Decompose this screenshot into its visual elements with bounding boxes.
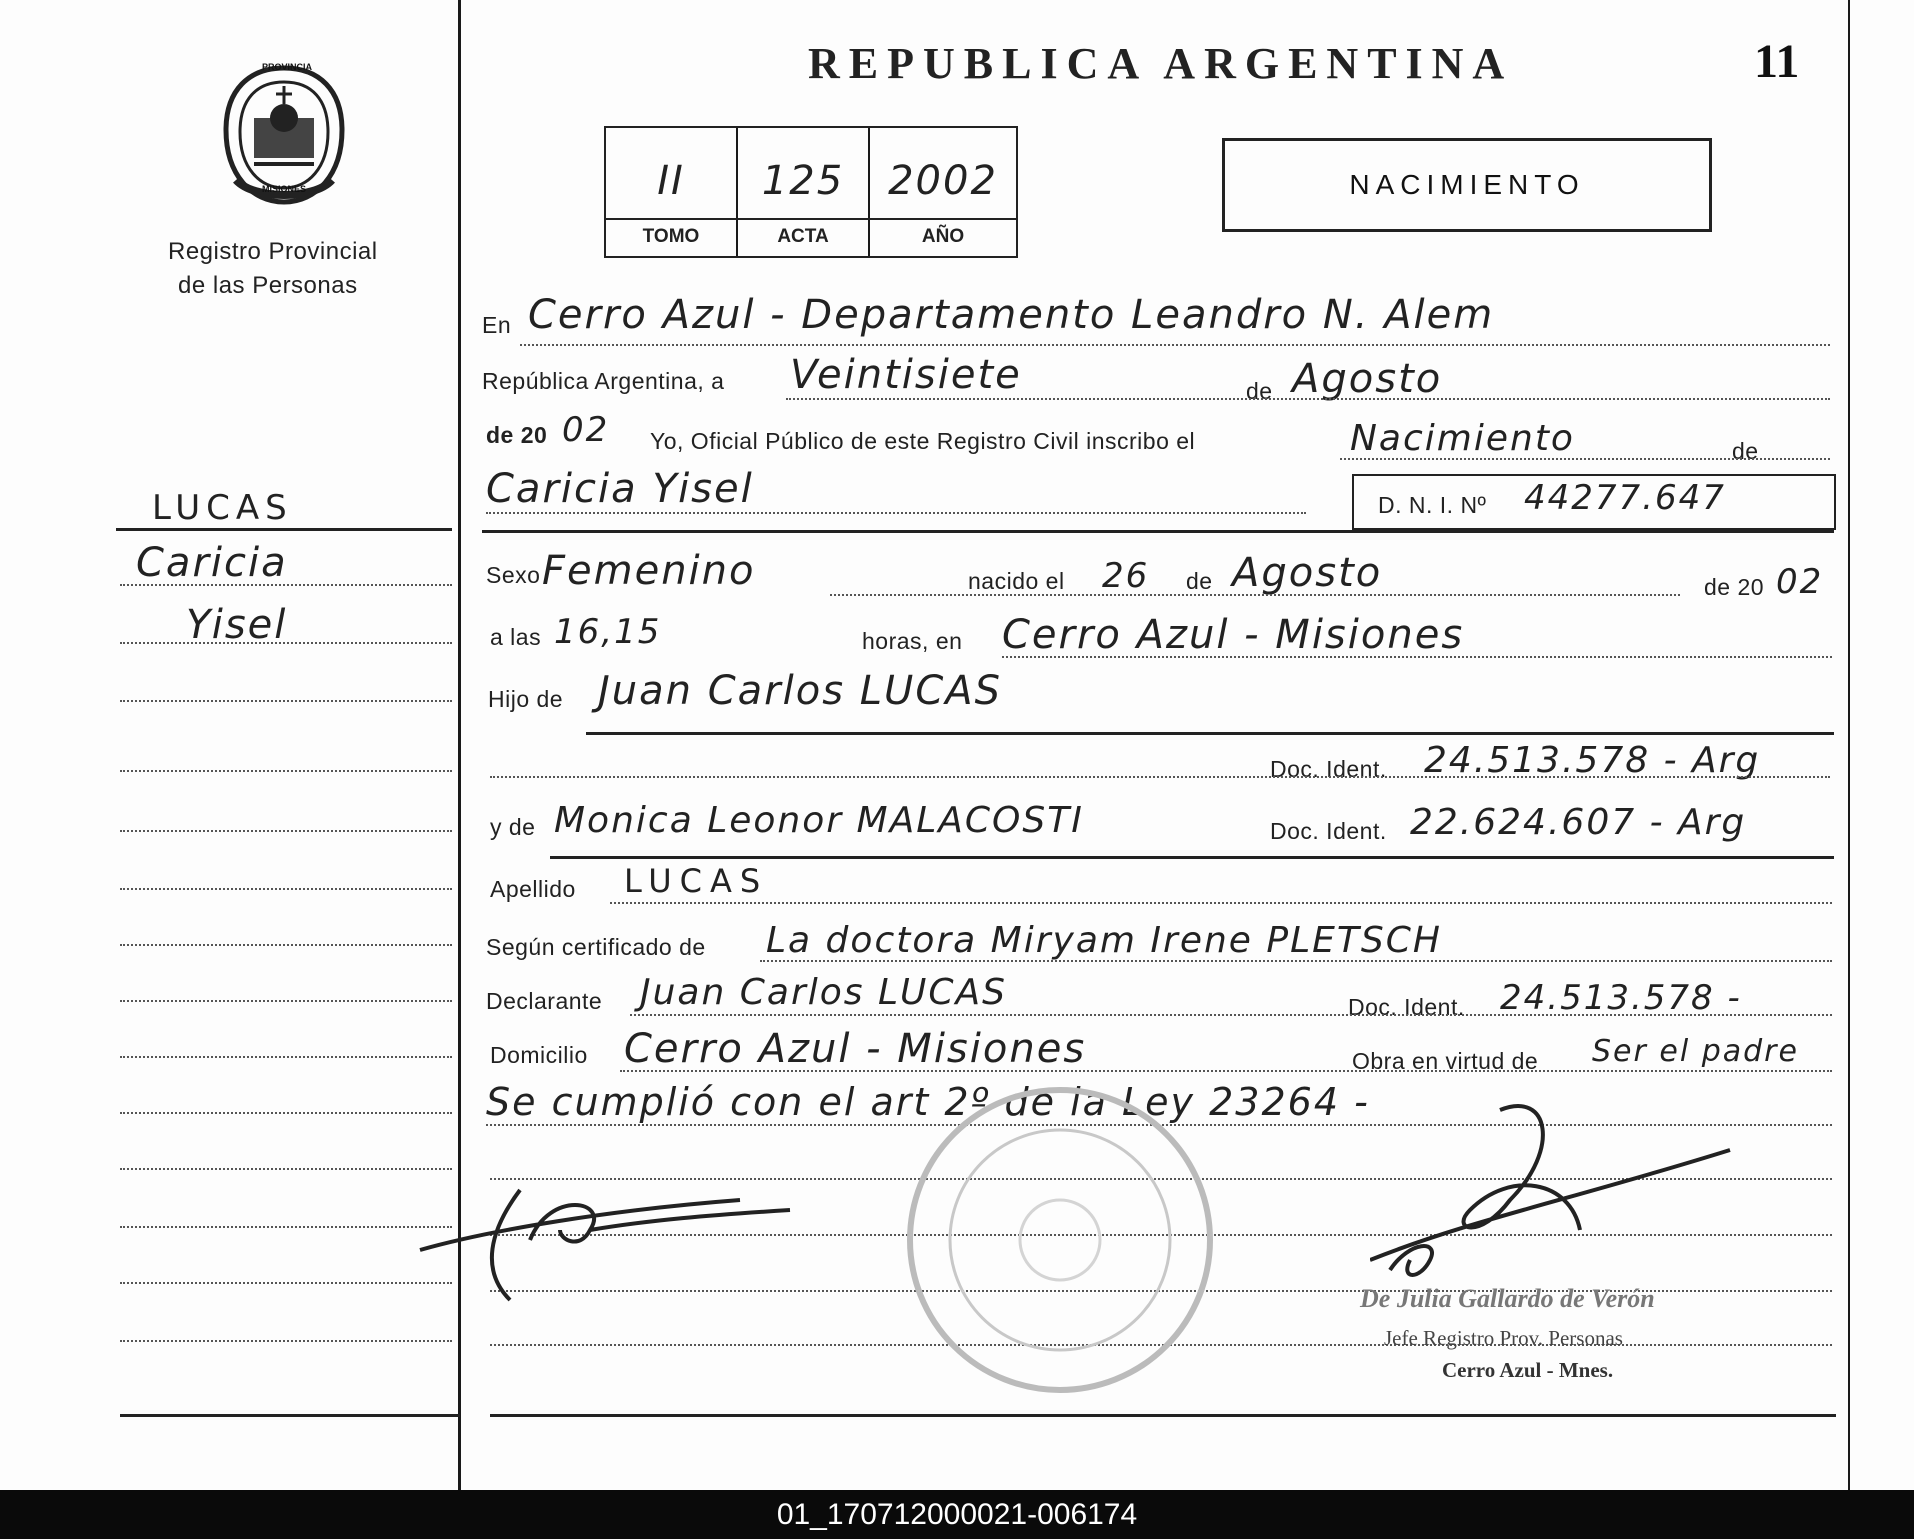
page-number: 11 [1754, 35, 1800, 88]
year-prefix-label: de 20 [486, 422, 548, 448]
declarante-doc-value: 24.513.578 - [1500, 978, 1742, 1018]
year-suffix-value: 02 [562, 410, 610, 450]
tomo-label: TOMO [642, 226, 700, 247]
yo-text: Yo, Oficial Público de este Registro Civil inscribo el [650, 428, 1196, 454]
place-value: Cerro Azul - Departamento Leandro N. Alem [528, 292, 1495, 338]
doc-label-mother: Doc. Ident. [1270, 818, 1387, 844]
stamp-official-title: Jefe Registro Prov. Personas [1384, 1326, 1623, 1350]
person-name-value: Caricia Yisel [486, 466, 754, 512]
left-signature-icon [410, 1170, 890, 1310]
en-label: En [482, 312, 512, 338]
sexo-label: Sexo [486, 562, 541, 588]
tomo-value: II [657, 158, 685, 204]
margin-surname: LUCAS [152, 488, 293, 528]
hijo-label: Hijo de [488, 686, 564, 712]
mother-name-value: Monica Leonor MALACOSTI [554, 800, 1084, 841]
dni-label: D. N. I. Nº [1378, 492, 1487, 518]
stamp-place: Cerro Azul - Mnes. [1442, 1358, 1614, 1382]
y-de-label: y de [490, 814, 536, 840]
birth-time-value: 16,15 [554, 612, 662, 652]
official-round-stamp-icon [890, 1070, 1230, 1410]
record-type-box [1222, 138, 1712, 232]
image-code-footer: 01_170712000021-006174 [0, 1490, 1914, 1539]
day-words-value: Veintisiete [790, 352, 1022, 398]
mother-doc-value: 22.624.607 - Arg [1410, 802, 1747, 843]
sexo-value: Femenino [542, 548, 756, 594]
de3-label: de [1186, 568, 1213, 594]
declarante-label: Declarante [486, 988, 603, 1014]
republica-label: República Argentina, a [482, 368, 725, 394]
record-number-box [604, 126, 1018, 258]
margin-given1: Caricia [136, 540, 288, 586]
apellido-value: LUCAS [624, 862, 769, 900]
legal-note: Se cumplió con el art 2º de la Ley 23264 - [486, 1080, 1370, 1124]
de-label: de [1246, 378, 1273, 404]
month-value: Agosto [1292, 356, 1443, 402]
acta-label: ACTA [777, 226, 829, 247]
a-las-label: a las [490, 624, 542, 650]
country-title: REPUBLICA ARGENTINA [808, 39, 1514, 88]
anio-label: AÑO [921, 226, 965, 247]
birth-month-value: Agosto [1232, 550, 1383, 596]
birth-year-suffix-value: 02 [1776, 562, 1824, 602]
doc-label-declarante: Doc. Ident. [1348, 994, 1465, 1020]
certificado-value: La doctora Miryam Irene PLETSCH [766, 920, 1442, 961]
margin-given2: Yisel [186, 602, 288, 648]
father-doc-value: 24.513.578 - Arg [1424, 740, 1761, 781]
dni-value: 44277.647 [1524, 478, 1726, 518]
seal-top-text: PROVINCIA [262, 62, 313, 72]
record-type-label: NACIMIENTO [1349, 169, 1585, 200]
act-kind-value: Nacimiento [1350, 418, 1575, 459]
doc-label-father: Doc. Ident. [1270, 756, 1387, 782]
registry-name-line1: Registro Provincial [168, 238, 378, 265]
de2-label: de [1732, 438, 1759, 464]
declarante-value: Juan Carlos LUCAS [640, 972, 1007, 1013]
right-border [1848, 0, 1850, 1490]
birth-year-prefix-label: de 20 [1704, 574, 1765, 600]
seal-bottom-text: MISIONES [262, 184, 307, 194]
margin-rule [116, 528, 452, 531]
registry-name-line2: de las Personas [178, 272, 358, 299]
father-name-value: Juan Carlos LUCAS [598, 668, 1002, 714]
apellido-label: Apellido [490, 876, 576, 902]
stamp-official-name: De Julia Gallardo de Verón [1360, 1284, 1655, 1313]
birth-day-value: 26 [1102, 556, 1150, 596]
nacido-label: nacido el [968, 568, 1065, 594]
certificado-label: Según certificado de [486, 934, 706, 960]
right-signature-icon [1370, 1090, 1740, 1310]
dni-box [1352, 474, 1836, 530]
horas-label: horas, en [862, 628, 963, 654]
acta-value: 125 [761, 158, 845, 204]
anio-value: 2002 [888, 158, 998, 204]
domicilio-label: Domicilio [490, 1042, 588, 1068]
obra-value: Ser el padre [1592, 1034, 1799, 1069]
birth-place-value: Cerro Azul - Misiones [1002, 612, 1465, 658]
obra-label: Obra en virtud de [1352, 1048, 1539, 1074]
domicilio-value: Cerro Azul - Misiones [624, 1026, 1087, 1072]
